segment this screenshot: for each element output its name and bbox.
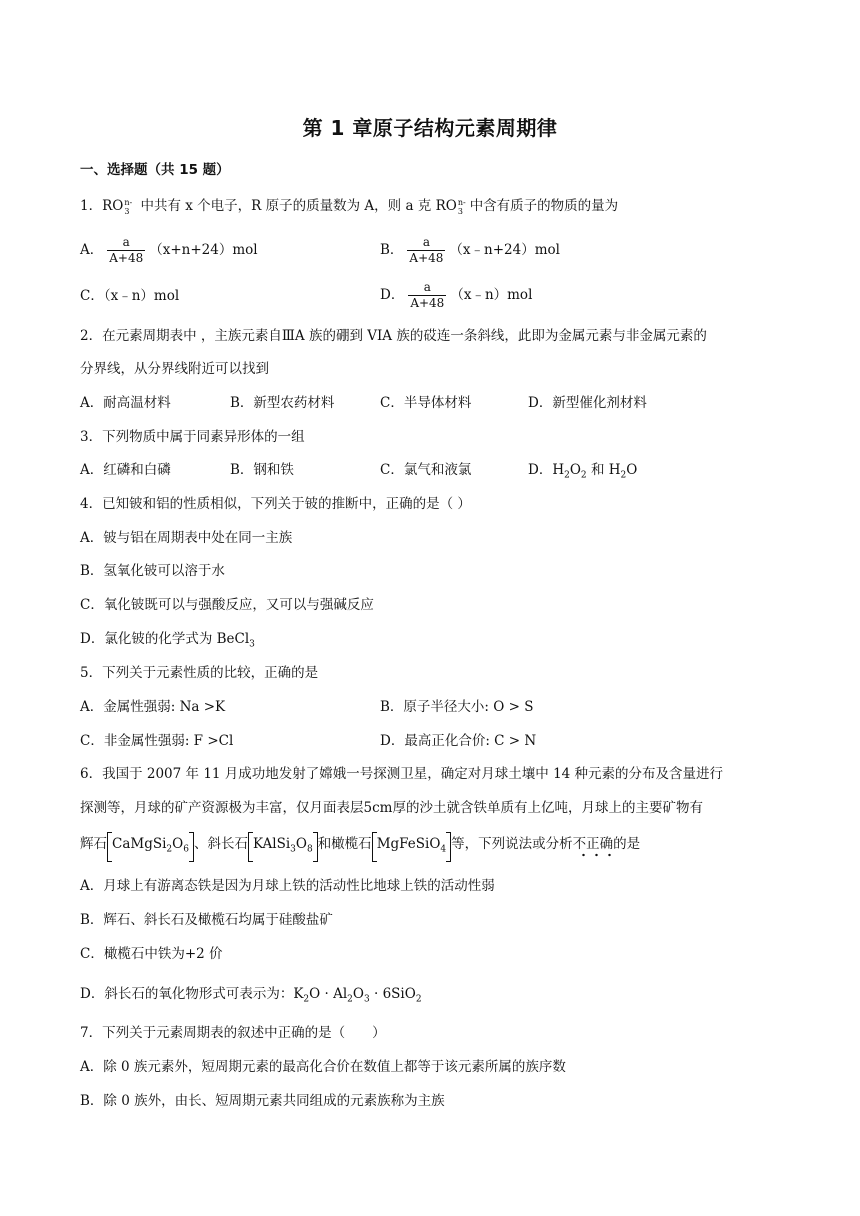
question-6-stem-line-3: 辉石 $CaMgSi_2O_6$ 、斜长石 $KAlSi_3O_8$ 和橄榄石 MgFeSiO$_4$ 等，下列说法或分析不正确的是 bbox=[80, 834, 640, 860]
q4-option-b: B．氢氧化铍可以溶于水 bbox=[80, 563, 225, 579]
q6-option-a: A．月球上有游离态铁是因为月球上铁的活动性比地球上铁的活动性弱 bbox=[80, 878, 495, 894]
q1-ion-charge-2: n- 3 bbox=[457, 197, 466, 216]
q7-option-a: A．除 0 族元素外，短周期元素的最高化合价在数值上都等于该元素所属的族序数 bbox=[80, 1059, 566, 1075]
q5-option-a: A．金属性强弱: Na >K bbox=[80, 699, 226, 715]
q1-option-d-fraction: $\frac{a}{A+48}$ bbox=[410, 280, 445, 310]
question-4-stem: 4．已知铍和铝的性质相似，下列关于铍的推断中，正确的是（ ） bbox=[80, 496, 471, 512]
q3-option-c: C．氯气和液氯 bbox=[380, 462, 472, 478]
q4-option-d: D．氯化铍的化学式为 BeCl$_3$ bbox=[80, 631, 255, 650]
q6-option-c: C．橄榄石中铁为+2 价 bbox=[80, 946, 223, 962]
q1-option-b: B． $\frac{a}{A+48}$ （x﹣n+24）mol bbox=[380, 235, 560, 265]
q4-option-c: C．氧化铍既可以与强酸反应，又可以与强碱反应 bbox=[80, 597, 374, 613]
section-heading: 一、选择题（共 15 题） bbox=[80, 162, 230, 178]
q2-option-c: C．半导体材料 bbox=[380, 395, 472, 411]
q3-option-a: A．红磷和白磷 bbox=[80, 462, 171, 478]
olivine-formula: MgFeSiO$_4$ bbox=[374, 834, 449, 860]
question-3-stem: 3．下列物质中属于同素异形体的一组 bbox=[80, 429, 305, 445]
q3-option-d: D．$H_2O_2$ 和 $H_2O$ bbox=[528, 462, 638, 481]
plagioclase-formula: $KAlSi_3O_8$ bbox=[250, 834, 316, 860]
q1-option-d: D． $\frac{a}{A+48}$ （x﹣n）mol bbox=[380, 280, 533, 310]
q1-option-c: C．（x﹣n）mol bbox=[80, 288, 180, 304]
q1-option-b-fraction: $\frac{a}{A+48}$ bbox=[409, 235, 444, 265]
question-6-stem-line-1: 6．我国于 2007 年 11 月成功地发射了嫦娥一号探测卫星，确定对月球土壤中 14 种元素的分布及含量进行 bbox=[80, 766, 724, 782]
pyroxene-formula: $CaMgSi_2O_6$ bbox=[109, 834, 192, 860]
q4-option-a: A．铍与铝在周期表中处在同一主族 bbox=[80, 530, 293, 546]
q1-ion-charge: n- 3 bbox=[124, 197, 133, 216]
q5-option-b: B．原子半径大小: O > S bbox=[380, 699, 534, 715]
q2-option-d: D．新型催化剂材料 bbox=[528, 395, 647, 411]
question-5-stem: 5．下列关于元素性质的比较，正确的是 bbox=[80, 665, 319, 681]
q5-option-d: D．最高正化合价: C > N bbox=[380, 733, 537, 749]
question-7-stem: 7．下列关于元素周期表的叙述中正确的是（ ） bbox=[80, 1025, 386, 1041]
q2-option-b: B．新型农药材料 bbox=[230, 395, 335, 411]
emphasis-not-correct: 不正确 bbox=[573, 836, 614, 857]
q6-option-d: D．斜长石的氧化物形式可表示为：$K_2O \cdot Al_2O_3 \cdot 6SiO_2$ bbox=[80, 986, 422, 1005]
q7-option-b: B．除 0 族外，由长、短周期元素共同组成的元素族称为主族 bbox=[80, 1093, 445, 1109]
q1-text-post: 中含有质子的物质的量为 bbox=[469, 198, 619, 214]
question-2-stem-line-1: 2．在元素周期表中 ，主族元素自ⅢA 族的硼到 VIA 族的砹连一条斜线，此即为金属元素与非金属元素的 bbox=[80, 328, 707, 344]
q6-option-d-formula: $K_2O \cdot Al_2O_3 \cdot 6SiO_2$ bbox=[293, 986, 422, 1005]
q1-option-a-fraction: $\frac{a}{A+48}$ bbox=[109, 235, 144, 265]
q2-option-a: A．耐高温材料 bbox=[80, 395, 171, 411]
q6-option-b: B．辉石、斜长石及橄榄石均属于硅酸盐矿 bbox=[80, 912, 333, 928]
q1-text-pre: 1．RO bbox=[80, 198, 124, 214]
question-6-stem-line-2: 探测等，月球的矿产资源极为丰富，仅月面表层5cm厚的沙土就含铁单质有上亿吨，月球上的主要矿物有 bbox=[80, 800, 703, 816]
q1-option-a: A． $\frac{a}{A+48}$ （x+n+24）mol bbox=[80, 235, 258, 265]
question-2-stem-line-2: 分界线，从分界线附近可以找到 bbox=[80, 361, 269, 377]
q5-option-c: C．非金属性强弱: F >Cl bbox=[80, 733, 234, 749]
q3-option-b: B．钢和铁 bbox=[230, 462, 294, 478]
page-title: 第 1 章原子结构元素周期律 bbox=[302, 116, 558, 140]
q1-text-mid: 中共有 x 个电子，R 原子的质量数为 A，则 a 克 RO bbox=[136, 198, 457, 214]
question-1-stem bbox=[80, 196, 618, 216]
